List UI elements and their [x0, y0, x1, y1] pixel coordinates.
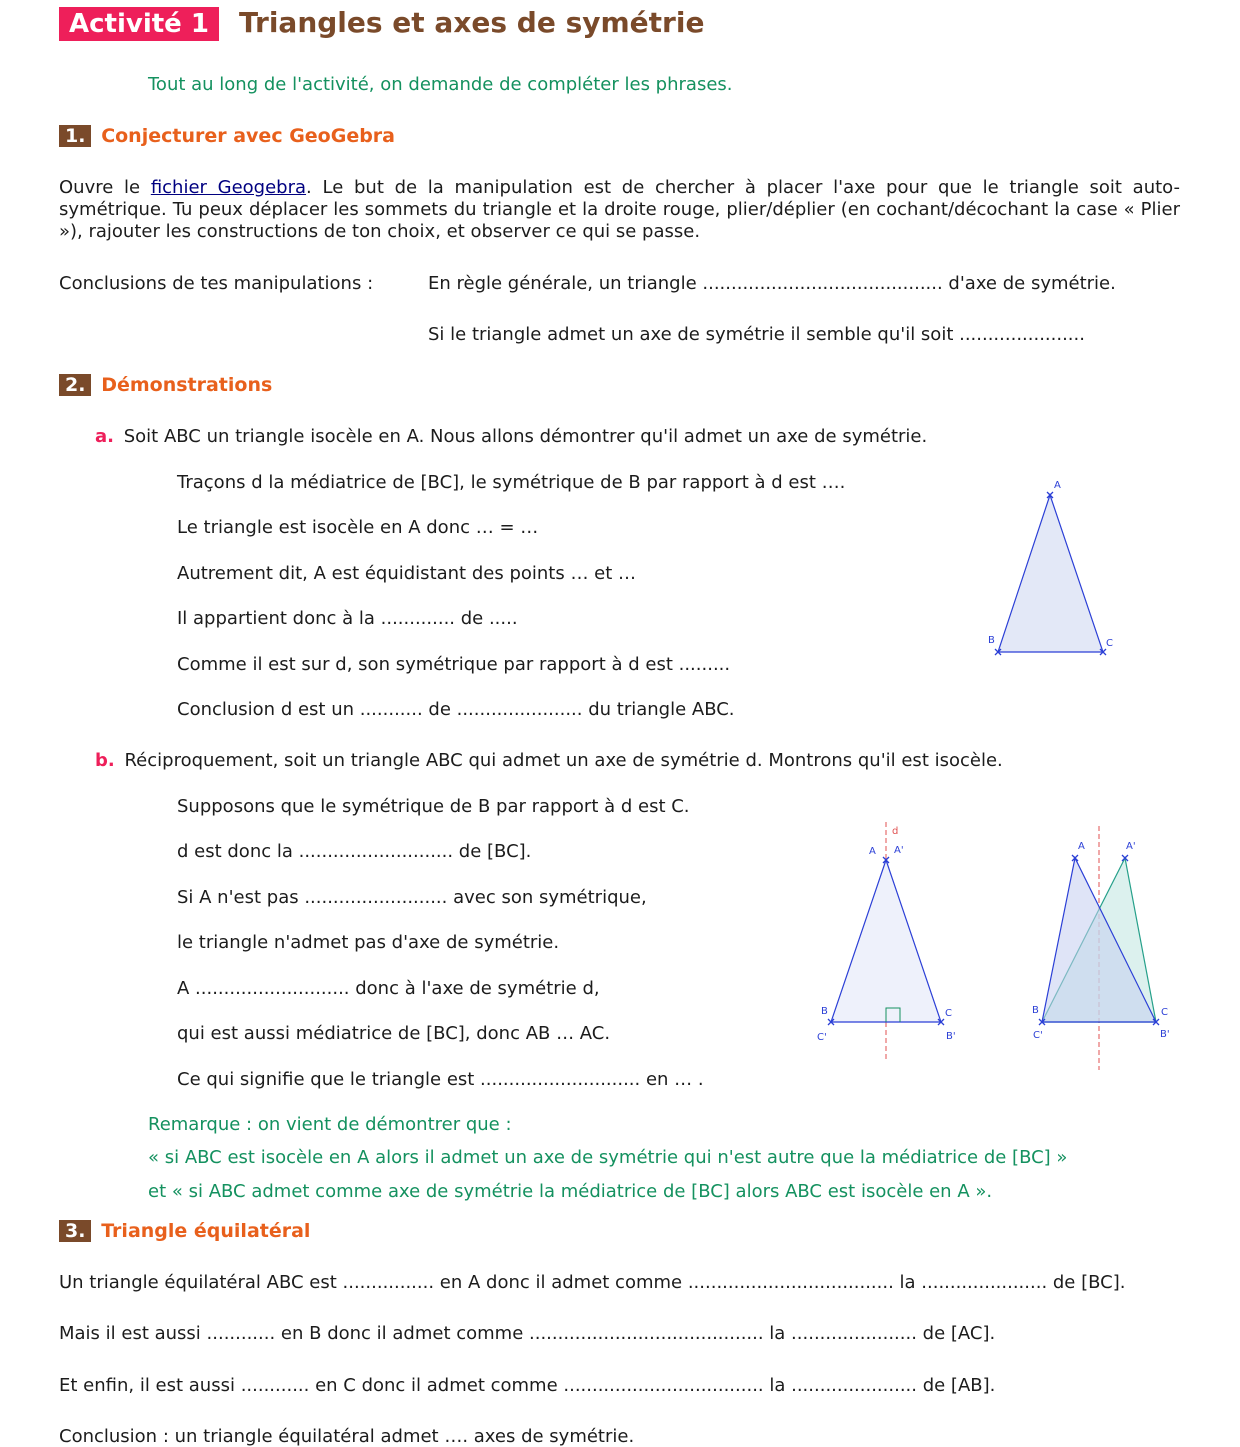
conclusion-line-1: En règle générale, un triangle .......................................... d'axe de symétrie. [428, 273, 1116, 294]
section-title: Conjecturer avec GeoGebra [101, 125, 396, 147]
part-b-line: d est donc la ........................... de [BC]. [177, 841, 532, 862]
part-b-line: le triangle n'admet pas d'axe de symétrie. [177, 932, 560, 953]
label-a: A [869, 846, 876, 857]
section-title: Triangle équilatéral [101, 1220, 311, 1242]
section-number: 2. [59, 374, 91, 396]
section-3-line: Mais il est aussi ............ en B donc il admet comme ......................................... la ...................... de [AC]. [59, 1323, 996, 1344]
remark-line: « si ABC est isocèle en A alors il admet un axe de symétrie qui n'est autre que la médiatrice de [BC] » [148, 1147, 1068, 1168]
part-a-line: Conclusion d est un ........... de ...................... du triangle ABC. [177, 699, 735, 720]
remark-line: et « si ABC admet comme axe de symétrie la médiatrice de [BC] alors ABC est isocèle en A ». [148, 1181, 993, 1202]
remark-line: Remarque : on vient de démontrer que : [148, 1114, 512, 1135]
label-c-prime: C' [1033, 1030, 1043, 1041]
label-b: B [821, 1006, 828, 1017]
section-title: Démonstrations [101, 374, 273, 396]
label-a-prime: A' [894, 845, 904, 856]
part-b-line: qui est aussi médiatrice de [BC], donc AB … AC. [177, 1023, 611, 1044]
triangle-abc [831, 860, 941, 1022]
label-c-prime: C' [817, 1032, 827, 1043]
part-a-line: Il appartient donc à la ............. de ..... [177, 608, 518, 629]
geogebra-link[interactable]: fichier Geogebra [150, 177, 307, 198]
section-1-paragraph: Ouvre le fichier Geogebra. Le but de la manipulation est de chercher à placer l'axe pour que le triangle soit auto-symétrique. Tu peux déplacer les sommets du triangle et la droite rouge, plier/déplier (en cochant/décochant la case « Plier »), rajouter les constructions de ton choix, et observer ce qui se passe. [59, 177, 1181, 242]
isosceles-triangle-figure [980, 475, 1120, 665]
part-a-label: a. [95, 426, 114, 447]
label-a: A [1054, 480, 1061, 491]
section-number: 3. [59, 1220, 91, 1242]
label-b-prime: B' [1160, 1029, 1170, 1040]
part-a-line: Comme il est sur d, son symétrique par rapport à d est ......... [177, 654, 731, 675]
label-b: B [1032, 1005, 1039, 1016]
non-symmetric-triangle-figure [1025, 818, 1185, 1078]
activity-badge: Activité 1 [59, 7, 219, 41]
section-3-line: Conclusion : un triangle équilatéral admet …. axes de symétrie. [59, 1426, 635, 1447]
triangle-abc [998, 495, 1103, 652]
label-b-prime: B' [946, 1031, 956, 1042]
part-a-line: Traçons d la médiatrice de [BC], le symétrique de B par rapport à d est …. [177, 472, 846, 493]
part-b-line: Supposons que le symétrique de B par rapport à d est C. [177, 796, 690, 817]
section-2-heading [59, 374, 272, 397]
symmetric-triangle-figure [810, 818, 970, 1068]
label-d: d [892, 826, 899, 837]
label-b: B [988, 635, 995, 646]
section-number: 1. [59, 125, 91, 147]
label-a-prime: A' [1126, 841, 1136, 852]
section-3-heading [59, 1220, 310, 1243]
section-1-heading [59, 125, 395, 148]
part-a-intro: a. Soit ABC un triangle isocèle en A. Nous allons démontrer qu'il admet un axe de symétrie. [95, 426, 928, 447]
page-title: Triangles et axes de symétrie [239, 6, 705, 39]
section-3-line: Un triangle équilatéral ABC est ................ en A donc il admet comme .................................... la ...................... de [BC]. [59, 1272, 1126, 1293]
section-3-line: Et enfin, il est aussi ............ en C donc il admet comme ................................... la ...................... de [AB]. [59, 1375, 996, 1396]
part-b-line: Ce qui signifie que le triangle est ............................ en … . [177, 1069, 704, 1090]
part-a-line: Le triangle est isocèle en A donc … = … [177, 517, 539, 538]
label-c: C [945, 1008, 952, 1019]
intro-text: Tout au long de l'activité, on demande de compléter les phrases. [148, 74, 733, 95]
part-b-line: A ........................... donc à l'axe de symétrie d, [177, 978, 600, 999]
part-b-label: b. [95, 750, 115, 771]
label-a: A [1078, 841, 1085, 852]
label-c: C [1106, 638, 1113, 649]
conclusions-label: Conclusions de tes manipulations : [59, 273, 374, 294]
label-c: C [1161, 1007, 1168, 1018]
part-b-line: Si A n'est pas ......................... avec son symétrique, [177, 887, 647, 908]
part-a-line: Autrement dit, A est équidistant des points … et … [177, 563, 637, 584]
part-b-intro: b. Réciproquement, soit un triangle ABC qui admet un axe de symétrie d. Montrons qu'il est isocèle. [95, 750, 1003, 771]
conclusion-line-2: Si le triangle admet un axe de symétrie il semble qu'il soit ...................... [428, 324, 1085, 345]
